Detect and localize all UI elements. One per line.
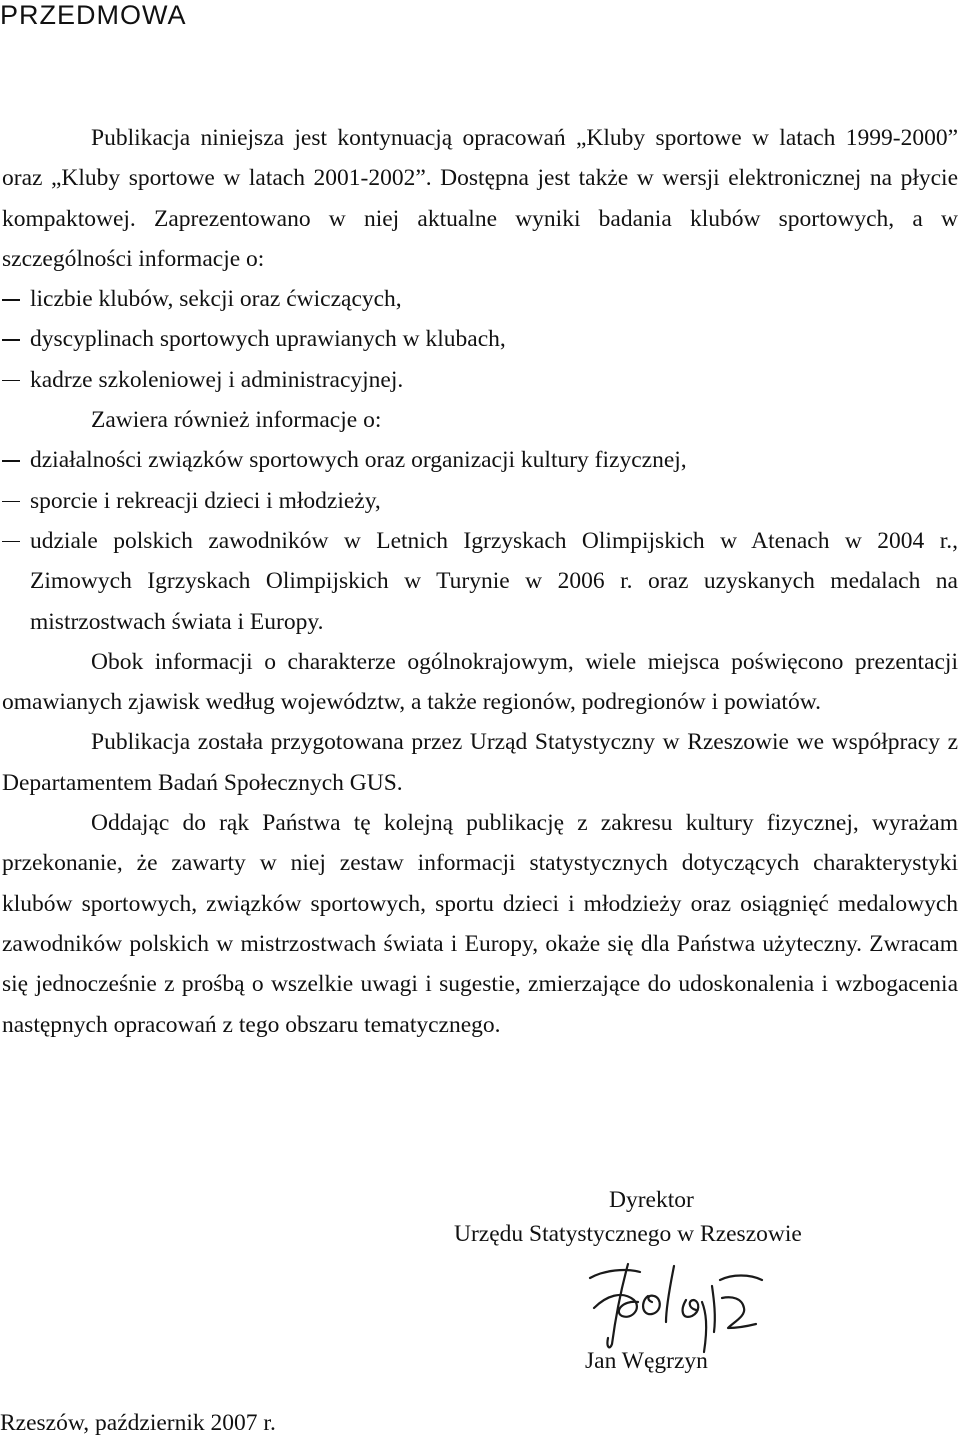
regional-paragraph: Obok informacji o charakterze ogólnokrajowym, wiele miejsca poświęcono prezentacji omawianych zjawisk według województw, a także regionów, podregionów i powiatów.: [2, 648, 958, 716]
list-item: kadrze szkoleniowej i administracyjnej.: [2, 360, 958, 400]
signatory-name: Jan Węgrzyn: [585, 1348, 708, 1374]
also-intro-paragraph: Zawiera również informacje o:: [91, 407, 382, 434]
list-item: sporcie i rekreacji dzieci i młodzieży,: [2, 481, 958, 521]
preface-body: [2, 118, 958, 1045]
signatory-title: Dyrektor: [609, 1187, 694, 1213]
topics-list: [2, 279, 958, 400]
list-item: działalności związków sportowych oraz organizacji kultury fizycznej,: [2, 440, 958, 480]
list-item: liczbie klubów, sekcji oraz ćwiczących,: [2, 279, 958, 319]
list-item: dyscyplinach sportowych uprawianych w klubach,: [2, 319, 958, 359]
intro-paragraph: Publikacja niniejsza jest kontynuacją opracowań „Kluby sportowe w latach 1999-2000” oraz „Kluby sportowe w latach 2001-2002”. Dostępna jest także w wersji elektronicznej na płycie kompaktowej. Zaprezentowano w niej aktualne wyniki badania klubów sportowych, a w szczególności informacje o:: [2, 125, 958, 272]
signatory-office: Urzędu Statystycznego w Rzeszowie: [454, 1221, 802, 1247]
additional-topics-list: [2, 440, 958, 641]
page-title: PRZEDMOWA: [0, 0, 187, 30]
prepared-by-paragraph: Publikacja została przygotowana przez Urząd Statystyczny w Rzeszowie we współpracy z Departamentem Badań Społecznych GUS.: [2, 729, 958, 796]
place-and-date: Rzeszów, październik 2007 r.: [0, 1410, 276, 1436]
handwritten-signature: [582, 1256, 782, 1356]
list-item: udziale polskich zawodników w Letnich Igrzyskach Olimpijskich w Atenach w 2004 r., Zimowych Igrzyskach Olimpijskich w Turynie w 2006 r. oraz uzyskanych medalach na mistrzostwach świata i Europy.: [2, 521, 958, 642]
closing-paragraph: Oddając do rąk Państwa tę kolejną publikację z zakresu kultury fizycznej, wyrażam przekonanie, że zawarty w niej zestaw informacji statystycznych dotyczących charakterystyki klubów sportowych, związków sportowych, sportu dzieci i młodzieży oraz osiągnięć medalowych zawodników polskich w mistrzostwach świata i Europy, okaże się dla Państwa użyteczny. Zwracam się jednocześnie z prośbą o wszelkie uwagi i sugestie, zmierzające do udoskonalenia i wzbogacenia następnych opracowań z tego obszaru tematycznego.: [2, 810, 958, 1038]
